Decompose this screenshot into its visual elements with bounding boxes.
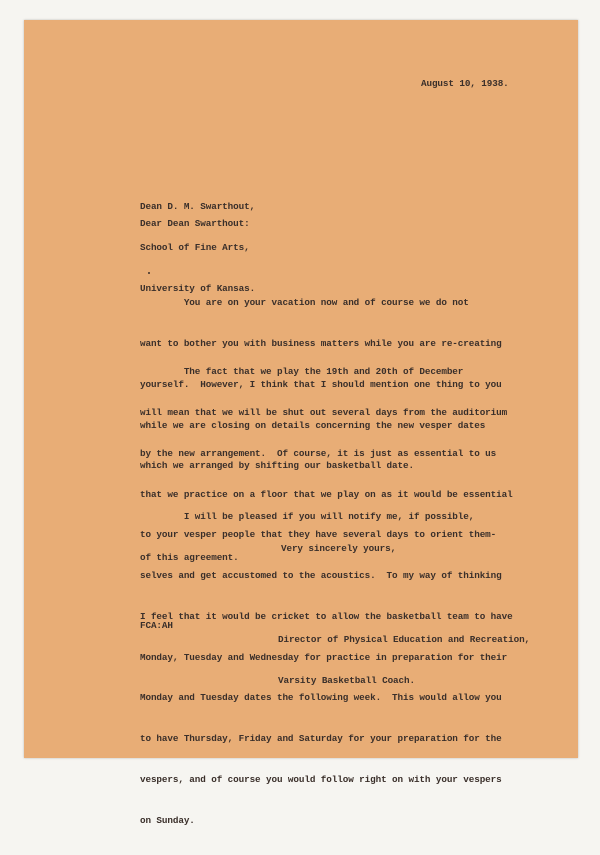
body-line: Monday, Tuesday and Wednesday for practice in preparation for their <box>140 651 508 663</box>
body-line: that we practice on a floor that we play on as it would be essential <box>140 488 513 500</box>
recipient-line: University of Kansas. <box>140 282 256 294</box>
typist-initials: FCA:AH <box>140 620 173 631</box>
body-line: want to bother you with business matters while you are re-creating <box>140 337 502 349</box>
body-line: by the new arrangement. Of course, it is just as essential to us <box>140 447 497 459</box>
body-line: The fact that we play the 19th and 20th of December <box>140 366 464 378</box>
body-line: selves and get accustomed to the acoustics. To my way of thinking <box>140 570 502 582</box>
signature-line: Varsity Basketball Coach. <box>278 674 415 686</box>
body-line: yourself. However, I think that I should mention one thing to you <box>140 378 502 390</box>
body-line: while we are closing on details concerning the new vesper dates <box>140 419 486 431</box>
paragraph-2 <box>140 338 513 855</box>
complimentary-close: Very sincerely yours, <box>281 543 397 554</box>
salutation: Dear Dean Swarthout: <box>140 218 250 229</box>
signature-line: Director of Physical Education and Recreation, <box>278 634 531 646</box>
body-line: will mean that we will be shut out several days from the auditorium <box>140 406 508 418</box>
letter-date: August 10, 1938. <box>421 78 509 89</box>
body-line: I feel that it would be cricket to allow the basketball team to have <box>140 610 513 622</box>
recipient-line: School of Fine Arts, <box>140 241 250 253</box>
body-line: to have Thursday, Friday and Saturday for your preparation for the <box>140 733 502 745</box>
body-line: vespers, and of course you would follow right on with your vespers <box>140 774 502 785</box>
body-line: I will be pleased if you will notify me, if possible, <box>140 511 475 523</box>
signature-block <box>278 606 530 715</box>
paragraph-3 <box>140 483 474 592</box>
body-line: to your vesper people that they have several days to orient them- <box>140 529 497 541</box>
body-line: You are on your vacation now and of course we do not <box>140 297 469 309</box>
body-line: of this agreement. <box>140 551 239 563</box>
body-line: which we arranged by shifting our basketball date. <box>140 460 414 472</box>
body-line: Monday and Tuesday dates the following week. This would allow you <box>140 692 502 704</box>
body-line: on Sunday. <box>140 814 195 826</box>
letter-sheet <box>24 20 578 826</box>
recipient-line: Dean D. M. Swarthout, <box>140 201 256 213</box>
